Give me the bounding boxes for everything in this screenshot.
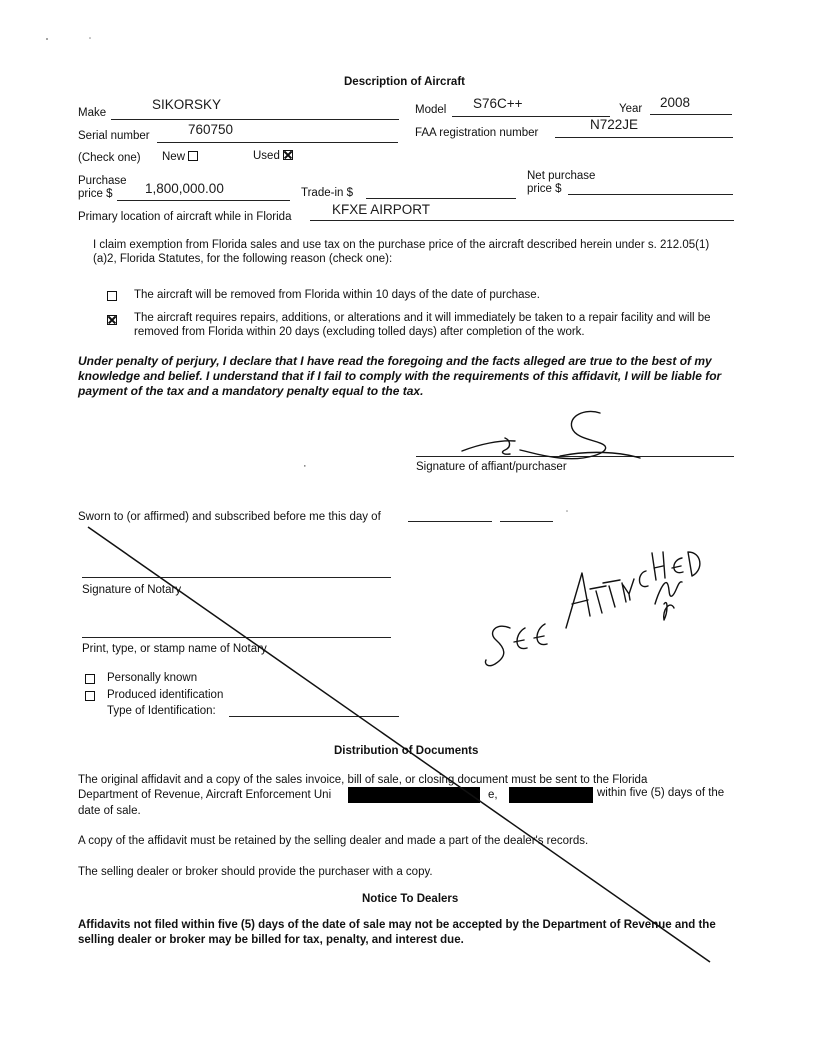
affiant-signature-label: Signature of affiant/purchaser xyxy=(416,461,567,473)
location-value[interactable]: KFXE AIRPORT xyxy=(332,202,431,217)
serial-label: Serial number xyxy=(78,130,150,142)
serial-value[interactable]: 760750 xyxy=(188,122,234,137)
new-label: New xyxy=(162,151,186,163)
tradein-label: Trade-in $ xyxy=(301,187,353,199)
distribution-para3: The selling dealer or broker should provide the purchaser with a copy. xyxy=(78,866,433,878)
sworn-text: Sworn to (or affirmed) and subscribed before me this day of xyxy=(78,511,381,523)
purchase-label-2: price $ xyxy=(78,188,113,200)
model-value[interactable]: S76C++ xyxy=(473,96,523,111)
distribution-heading: Distribution of Documents xyxy=(334,745,479,757)
notary-signature-label: Signature of Notary xyxy=(82,584,182,596)
year-label: Year xyxy=(619,103,643,115)
distribution-para1-line2-left: Department of Revenue, Aircraft Enforcement Uni xyxy=(78,789,332,801)
distribution-para2: A copy of the affidavit must be retained by the selling dealer and made a part of the dealer's records. xyxy=(78,835,589,847)
make-label: Make xyxy=(78,107,107,119)
diagonal-strike-line xyxy=(88,527,710,962)
year-value[interactable]: 2008 xyxy=(660,95,691,110)
section-title: Description of Aircraft xyxy=(344,76,465,88)
see-attached-handwriting xyxy=(485,552,699,666)
penalty-statement: Under penalty of perjury, I declare that I have read the foregoing and the facts alleged are true to the best of my knowledge and belief. I understand that if I fail to comply with the requirements of this affidavit, I will be liable for payment of the tax and a mandatory penalty equal to the tax. xyxy=(78,354,722,398)
net-label-1: Net purchase xyxy=(527,170,596,182)
option1-text: The aircraft will be removed from Florida within 10 days of the date of purchase. xyxy=(134,289,540,301)
affiant-signature xyxy=(462,411,640,458)
dealers-text: Affidavits not filed within five (5) days of the date of sale may not be accepted by the Department of Revenue and the selling dealer or broker may be billed for tax, penalty, and interest due. xyxy=(78,919,716,946)
distribution-para1-line1: The original affidavit and a copy of the sales invoice, bill of sale, or closing document must be sent to the Florida xyxy=(78,774,648,786)
produced-id-label: Produced identification xyxy=(107,689,224,701)
purchase-label-1: Purchase xyxy=(78,175,127,187)
net-label-2: price $ xyxy=(527,183,562,195)
model-label: Model xyxy=(415,104,447,116)
dealers-heading: Notice To Dealers xyxy=(362,893,459,905)
scan-specks xyxy=(46,37,568,512)
distribution-para1-line2-right: within five (5) days of the xyxy=(597,787,725,799)
stray-dot: · xyxy=(303,460,307,472)
faa-value[interactable]: N722JE xyxy=(590,117,639,132)
notary-print-label: Print, type, or stamp name of Notary xyxy=(82,643,267,655)
make-value[interactable]: SIKORSKY xyxy=(152,97,222,112)
distribution-para1-line2-mid: e, xyxy=(488,789,498,801)
exemption-intro: I claim exemption from Florida sales and use tax on the purchase price of the aircraft described herein under s. 212.05(1)(a)2, Florida Statutes, for the following reason (check one): xyxy=(93,239,710,265)
purchase-value[interactable]: 1,800,000.00 xyxy=(145,181,224,196)
type-id-label: Type of Identification: xyxy=(107,705,216,717)
location-label: Primary location of aircraft while in Florida xyxy=(78,211,292,223)
used-label: Used xyxy=(253,150,280,162)
check-one-label: (Check one) xyxy=(78,152,141,164)
option2-text: The aircraft requires repairs, additions, or alterations and it will immediately be taken to a repair facility and will be removed from Florida within 20 days (excluding tolled days) after completion of the work. xyxy=(134,312,711,338)
faa-label: FAA registration number xyxy=(415,127,539,139)
distribution-para1-line3: date of sale. xyxy=(78,805,141,817)
personally-known-label: Personally known xyxy=(107,672,198,684)
